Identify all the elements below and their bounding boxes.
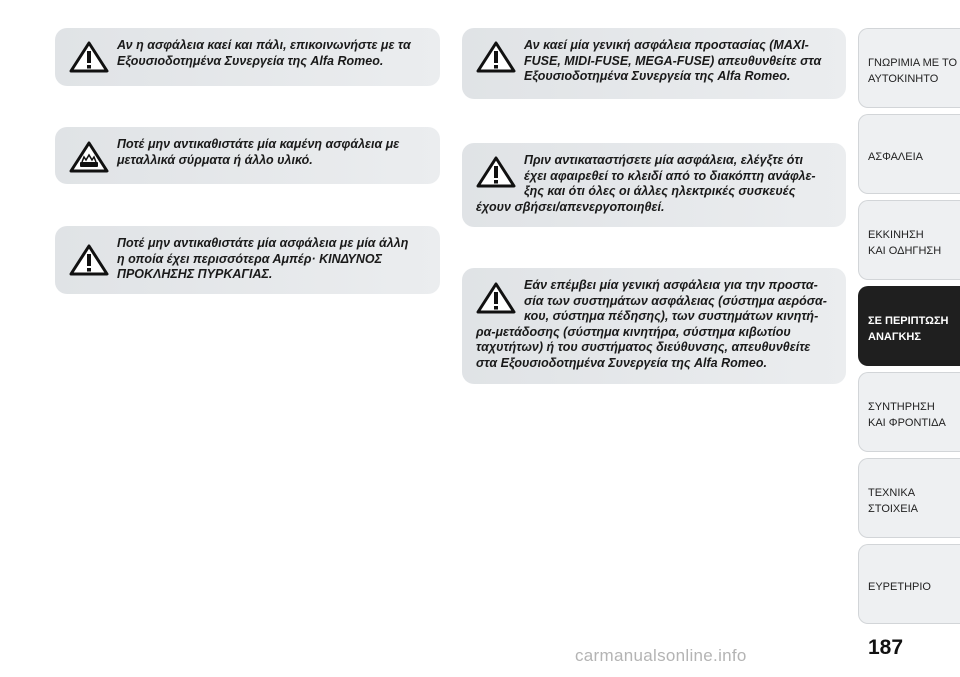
warning-text-5 [476, 153, 834, 215]
warning-box-4 [462, 28, 846, 99]
warning-line: ΠΡΟΚΛΗΣΗΣ ΠΥΡΚΑΓΙΑΣ. [117, 267, 273, 281]
warning-line: Πριν αντικαταστήσετε μία ασφάλεια, ελέγξτε ότι [524, 153, 804, 167]
tab-label: ΑΣΦΑΛΕΙΑ [868, 151, 924, 163]
warning-text-2 [117, 137, 426, 168]
warning-triangle-icon [476, 156, 516, 188]
warning-line: μεταλλικά σύρματα ή άλλο υλικό. [117, 152, 313, 167]
warning-triangle-icon [69, 244, 109, 276]
tab-getting-to-know[interactable] [858, 28, 960, 108]
page-number: 187 [868, 636, 904, 659]
warning-line: ρα-μετάδοσης (σύστημα κινητήρα, σύστημα κιβωτίου [476, 324, 791, 339]
warning-line: Εάν επέμβει μία γενική ασφάλεια για την προστα- [524, 278, 818, 292]
warning-box-5 [462, 143, 846, 227]
warning-box-6 [462, 268, 846, 384]
warning-line: Εξουσιοδοτημένα Συνεργεία της Alfa Romeo. [524, 69, 791, 83]
warning-line: έχουν σβήσει/απενεργοποιηθεί. [476, 199, 665, 214]
warning-line: ξης και ότι όλες οι άλλες ηλεκτρικές συσκευές [524, 184, 796, 198]
warning-line: ταχυτήτων) ή του συστήματος διεύθυνσης, απευθυνθείτε [476, 340, 811, 354]
warning-line: Ποτέ μην αντικαθιστάτε μία ασφάλεια με μία άλλη [117, 236, 409, 250]
warning-text-3 [117, 236, 426, 283]
warning-line: σία των συστημάτων ασφάλειας (σύστημα αερόσα- [524, 293, 827, 308]
tab-label: ΣΕ ΠΕΡΙΠΤΩΣΗ [868, 315, 949, 327]
tab-maintenance-care[interactable] [858, 372, 960, 452]
tab-label: ΤΕΧΝΙΚΑ [868, 487, 916, 499]
tab-starting-driving[interactable] [858, 200, 960, 280]
watermark: carmanualsonline.info [575, 646, 747, 665]
warning-line: Αν καεί μία γενική ασφάλεια προστασίας (MAXI- [524, 38, 809, 52]
warning-triangle-icon [476, 41, 516, 73]
tab-label: ΚΑΙ ΟΔΗΓΗΣΗ [868, 245, 942, 257]
tab-label: ΕΥΡΕΤΗΡΙΟ [868, 581, 931, 593]
warning-line: έχει αφαιρεθεί το κλειδί από το διακόπτη ανάφλε- [524, 168, 816, 183]
tab-label: ΣΥΝΤΗΡΗΣΗ [868, 401, 935, 413]
warning-line: στα Εξουσιοδοτημένα Συνεργεία της Alfa Romeo. [476, 355, 767, 370]
warning-text-6 [476, 278, 834, 371]
warning-box-3 [55, 226, 440, 294]
tab-label: ΓΝΩΡΙΜΙΑ ΜΕ ΤΟ [868, 57, 958, 69]
warning-box-1 [55, 28, 440, 86]
fuse-wire-warning-icon [69, 141, 109, 173]
warning-triangle-icon [476, 282, 516, 314]
tab-index[interactable] [858, 544, 960, 624]
tab-label: ΚΑΙ ΦΡΟΝΤΙΔΑ [868, 417, 946, 429]
tab-label: ΕΚΚΙΝΗΣΗ [868, 229, 924, 241]
warning-text-1 [117, 38, 426, 69]
warning-line: Αν η ασφάλεια καεί και πάλι, επικοινωνήστε με τα [117, 38, 411, 52]
warning-line: Εξουσιοδοτημένα Συνεργεία της Alfa Romeo. [117, 53, 384, 68]
tab-label: ΣΤΟΙΧΕΙΑ [868, 503, 918, 515]
tab-emergency[interactable] [858, 286, 960, 366]
warning-triangle-icon [69, 41, 109, 73]
tab-label: ΑΝΑΓΚΗΣ [868, 331, 921, 343]
warning-line: FUSE, MIDI-FUSE, MEGA-FUSE) απευθυνθείτε στα [524, 53, 822, 68]
tab-label: ΑΥΤΟΚΙΝΗΤΟ [868, 73, 939, 85]
tab-technical-data[interactable] [858, 458, 960, 538]
warning-box-2 [55, 127, 440, 184]
warning-line: Ποτέ μην αντικαθιστάτε μία καμένη ασφάλεια με [117, 137, 400, 151]
warning-text-4 [524, 38, 834, 85]
warning-line: κου, σύστημα πέδησης), των συστημάτων κινητή- [524, 309, 819, 323]
warning-line: η οποία έχει περισσότερα Αμπέρ· ΚΙΝΔΥΝΟΣ [117, 251, 382, 266]
tab-safety[interactable] [858, 114, 960, 194]
